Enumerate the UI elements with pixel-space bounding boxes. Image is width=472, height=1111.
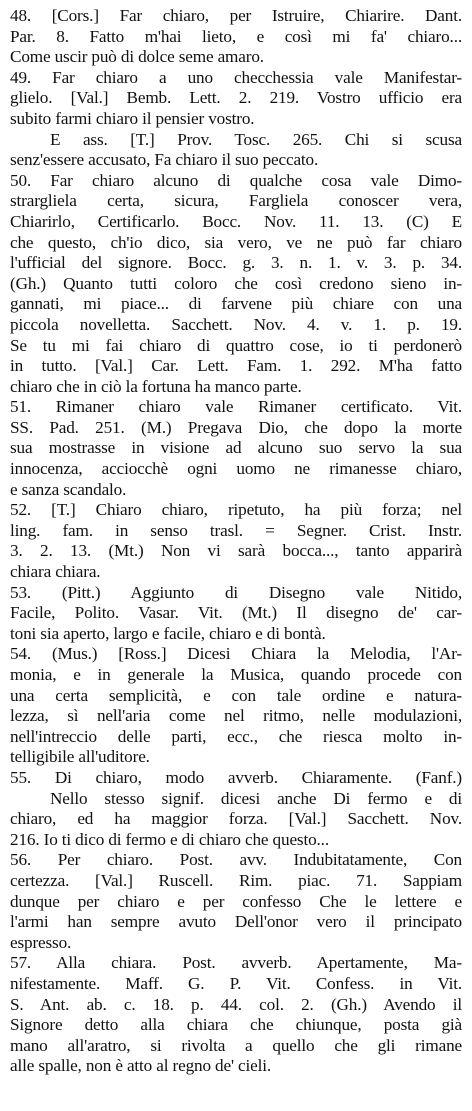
entry-line: chiaro che in ciò la fortuna ha manco parte. — [10, 376, 302, 396]
entry-line: l'ufficial del signore. Bocc. g. 3. n. 1. v. 3. p. 34. — [10, 253, 462, 273]
entry-line: Come uscir può di dolce seme amaro. — [10, 47, 264, 67]
entry-line: 52. [T.] Chiaro chiaro, ripetuto, ha più forza; nel — [10, 500, 462, 520]
entry-line: nell'intreccio delle parti, ecc., che riesca molto in- — [10, 726, 462, 746]
entry-line: in tutto. [Val.] Car. Lett. Fam. 1. 292. M'ha fatto — [10, 356, 462, 376]
entry-50 — [10, 171, 462, 398]
entry-55 — [10, 768, 462, 850]
entry-line: Signore detto alla chiara che chiunque, posta già — [10, 1015, 462, 1035]
entry-line: 54. (Mus.) [Ross.] Dicesi Chiara la Melodia, l'Ar- — [10, 644, 462, 664]
entry-line: (Gh.) Quanto tutti coloro che così credono sieno in- — [10, 273, 462, 293]
entry-53 — [10, 583, 462, 645]
entry-line: SS. Pad. 251. (M.) Pregava Dio, che dopo la morte — [10, 417, 462, 437]
entry-line: S. Ant. ab. c. 18. p. 44. col. 2. (Gh.) Avendo il — [10, 994, 462, 1014]
entry-line: alle spalle, non è atto al regno de' cieli. — [10, 1056, 272, 1076]
entry-line: gannati, mi piace... di farvene più chiare con una — [10, 294, 462, 314]
entry-line: e sanza scandalo. — [10, 479, 127, 499]
entry-line: 55. Di chiaro, modo avverb. Chiaramente. (Fanf.) — [10, 767, 462, 787]
entry-line: nifestamente. Maff. G. P. Vit. Confess. in Vit. — [10, 973, 462, 993]
entry-line: mano all'aratro, si rivolta a quello che gli rimane — [10, 1035, 462, 1055]
entry-line: dunque per chiaro e per confesso Che le lettere e — [10, 891, 462, 911]
entry-line: 57. Alla chiara. Post. avverb. Apertamente, Ma- — [10, 953, 462, 973]
entry-line: Chiarirlo, Certificarlo. Bocc. Nov. 11. 13. (C) E — [10, 211, 462, 231]
entry-49 — [10, 68, 462, 171]
entry-line: Se tu mi fai chiaro di quattro cose, io ti perdonerò — [10, 335, 462, 355]
entry-line: chiara chiara. — [10, 562, 101, 582]
entry-54 — [10, 644, 462, 768]
entry-line: espresso. — [10, 932, 72, 952]
entry-line: 56. Per chiaro. Post. avv. Indubitatamente, Con — [10, 850, 462, 870]
entry-line: che questo, ch'io dico, sia vero, ve ne può far chiaro — [10, 232, 462, 252]
entry-line: Nello stesso signif. dicesi anche Di fermo e di — [50, 788, 462, 808]
entry-line: l'armi han sempre avuto Dell'onor vero il principato — [10, 912, 462, 932]
entry-line: 216. Io ti dico di fermo e di chiaro che questo... — [10, 829, 329, 849]
entry-line: senz'essere accusato, Fa chiaro il suo peccato. — [10, 150, 319, 170]
entry-line: 3. 2. 13. (Mt.) Non vi sarà bocca..., tanto apparirà — [10, 541, 462, 561]
entry-line: una certa semplicità, e con tale ordine e natura- — [10, 685, 462, 705]
entry-line: 48. [Cors.] Far chiaro, per Istruire, Chiarire. Dant. — [10, 6, 462, 25]
entry-line: certezza. [Val.] Ruscell. Rim. piac. 71. Sappiam — [10, 870, 462, 890]
entry-line: sua mostrasse in visione ad alcuno suo servo la sua — [10, 438, 462, 458]
entry-line: ling. fam. in senso trasl. = Segner. Crist. Instr. — [10, 520, 462, 540]
entry-line: Facile, Polito. Vasar. Vit. (Mt.) Il disegno de' car- — [10, 603, 462, 623]
entry-56 — [10, 850, 462, 953]
entry-line: telligibile all'uditore. — [10, 747, 150, 767]
entry-57 — [10, 953, 462, 1077]
entry-line: innocenza, acciocchè ogni uomo ne rimanesse chiaro, — [10, 459, 462, 479]
entry-51 — [10, 397, 462, 500]
entry-line: 49. Far chiaro a uno checchessia vale Manifestar- — [10, 67, 462, 87]
entry-line: monia, e in generale la Musica, quando procede con — [10, 665, 462, 684]
entry-line: chiaro, ed ha maggior forza. [Val.] Sacchett. Nov. — [10, 809, 462, 829]
entry-line: E ass. [T.] Prov. Tosc. 265. Chi si scusa — [50, 129, 462, 149]
entry-48 — [10, 6, 462, 68]
entry-line: 53. (Pitt.) Aggiunto di Disegno vale Nitido, — [10, 582, 462, 602]
entry-line: 50. Far chiaro alcuno di qualche cosa vale Dimo- — [10, 170, 462, 190]
entry-line: toni sia aperto, largo e facile, chiaro e di bontà. — [10, 623, 326, 643]
entry-line: lezza, sì nell'aria come nel ritmo, nelle modulazioni, — [10, 706, 462, 726]
entry-line: strargliela certa, sicura, Fargliela conoscer vera, — [10, 191, 462, 211]
entry-line: subito farmi chiaro il pensier vostro. — [10, 108, 255, 128]
entry-line: piccola novelletta. Sacchett. Nov. 4. v. 1. p. 19. — [10, 314, 462, 334]
entry-52 — [10, 500, 462, 582]
entry-line: 51. Rimaner chiaro vale Rimaner certificato. Vit. — [10, 397, 462, 417]
entry-line: Par. 8. Fatto m'hai lieto, e così mi fa' chiaro... — [10, 26, 462, 46]
entry-line: glielo. [Val.] Bemb. Lett. 2. 219. Vostro ufficio era — [10, 88, 462, 108]
